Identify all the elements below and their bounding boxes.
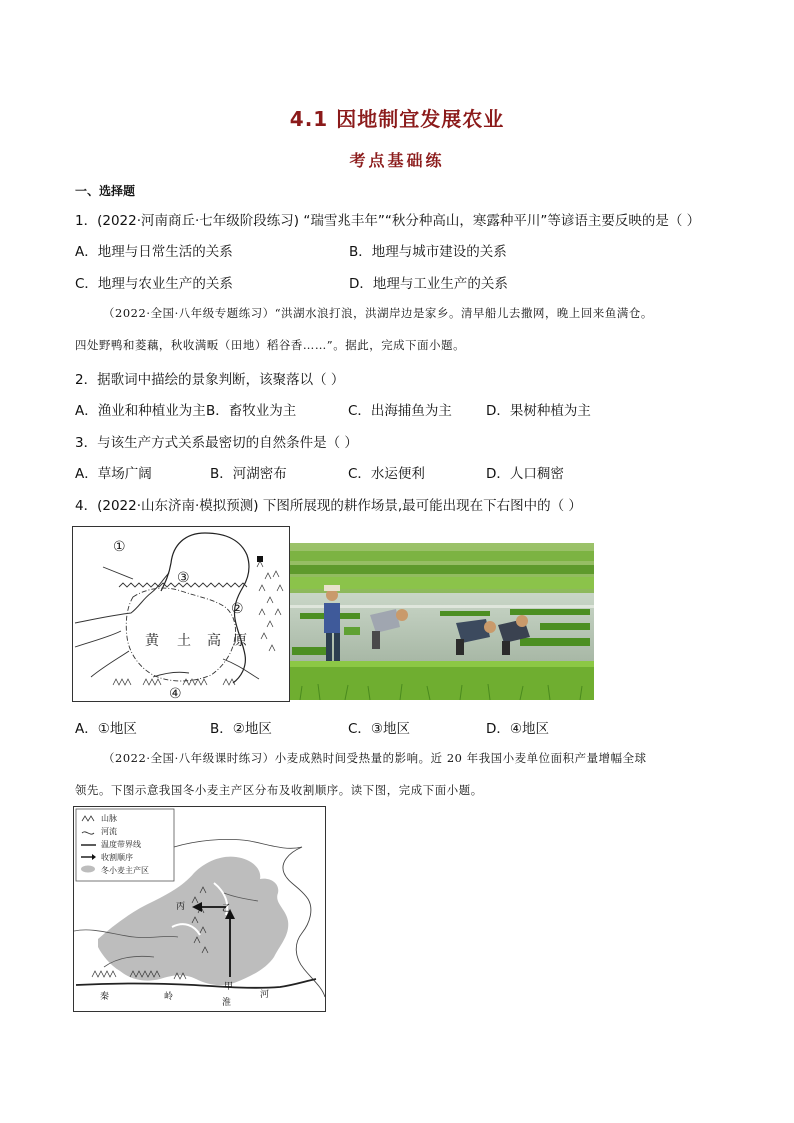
passage-1-line-2: 四处野鸭和菱藕，秋收满畈（田地）稻谷香……”。据此，完成下面小题。 [75, 338, 466, 352]
page-title: 4.1 因地制宜发展农业 [289, 107, 505, 131]
question-3-stem: 3．与该生产方式关系最密切的自然条件是（ ） [75, 435, 358, 451]
question-4-stem: 4．(2022·山东济南·模拟预测) 下图所展现的耕作场景,最可能出现在下右图中的（ ） [75, 498, 582, 514]
plateau-char-3: 高 [207, 633, 221, 649]
region-label-3: ③ [177, 570, 190, 586]
label-he: 河 [260, 990, 270, 1000]
region-label-1: ① [113, 539, 126, 555]
label-qin: 秦 [100, 992, 110, 1002]
question-2-option-d: D．果树种植为主 [486, 403, 591, 419]
rice-paddy-photo [290, 543, 594, 700]
legend-river-label: 河流 [101, 827, 117, 836]
plateau-char-2: 土 [177, 633, 191, 649]
legend-wheat-area-icon [81, 866, 95, 873]
question-2-option-c: C．出海捕鱼为主 [348, 403, 452, 419]
legend-harvest-label: 收割顺序 [101, 853, 133, 862]
question-4-option-a: A．①地区 [75, 721, 137, 737]
question-1-option-b: B．地理与城市建设的关系 [349, 244, 507, 260]
region-label-4: ④ [169, 686, 182, 701]
question-1-option-d: D．地理与工业生产的关系 [349, 276, 508, 292]
winter-wheat-map [73, 806, 326, 1012]
passage-1-line-1: （2022·全国·八年级专题练习）“洪湖水浪打浪，洪湖岸边是家乡。清早船儿去撒网，晚上回来鱼满仓。 [103, 306, 653, 320]
question-2-stem: 2．据歌词中描绘的景象判断，该聚落以（ ） [75, 372, 345, 388]
question-1-stem: 1．(2022·河南商丘·七年级阶段练习) “瑞雪兆丰年”“秋分种高山，寒露种平川”等谚语主要反映的是（ ） [75, 213, 701, 229]
question-4-option-d: D．④地区 [486, 721, 549, 737]
region-label-2: ② [231, 601, 244, 617]
label-ling: 岭 [164, 992, 174, 1002]
passage-2-line-1: （2022·全国·八年级课时练习）小麦成熟时间受热量的影响。近 20 年我国小麦单位面积产量增幅全球 [103, 751, 647, 765]
plateau-char-4: 原 [233, 633, 247, 649]
label-yi: 乙 [222, 904, 232, 914]
label-jia: 甲 [224, 982, 234, 992]
page-subtitle: 考点基础练 [349, 151, 445, 170]
label-huai: 淮 [222, 998, 232, 1008]
question-3-option-c: C．水运便利 [348, 466, 425, 482]
question-2-option-a: A．渔业和种植业为主 [75, 403, 206, 419]
question-3-option-b: B．河湖密布 [210, 466, 287, 482]
loess-plateau-map [72, 526, 290, 702]
legend-mountain-label: 山脉 [101, 814, 117, 823]
question-2-option-b: B．畜牧业为主 [206, 403, 297, 419]
section-heading: 一、选择题 [75, 184, 136, 198]
question-3-option-a: A．草场广阔 [75, 466, 152, 482]
question-1-option-c: C．地理与农业生产的关系 [75, 276, 233, 292]
label-bing: 丙 [176, 902, 186, 912]
question-4-option-c: C．③地区 [348, 721, 411, 737]
passage-2-line-2: 领先。下图示意我国冬小麦主产区分布及收割顺序。读下图，完成下面小题。 [75, 783, 483, 797]
question-1-option-a: A．地理与日常生活的关系 [75, 244, 233, 260]
question-4-option-b: B．②地区 [210, 721, 272, 737]
legend-wheat-area-label: 冬小麦主产区 [101, 866, 149, 875]
legend-boundary-label: 温度带界线 [101, 840, 141, 849]
plateau-char-1: 黄 [145, 633, 159, 649]
question-3-option-d: D．人口稠密 [486, 466, 564, 482]
